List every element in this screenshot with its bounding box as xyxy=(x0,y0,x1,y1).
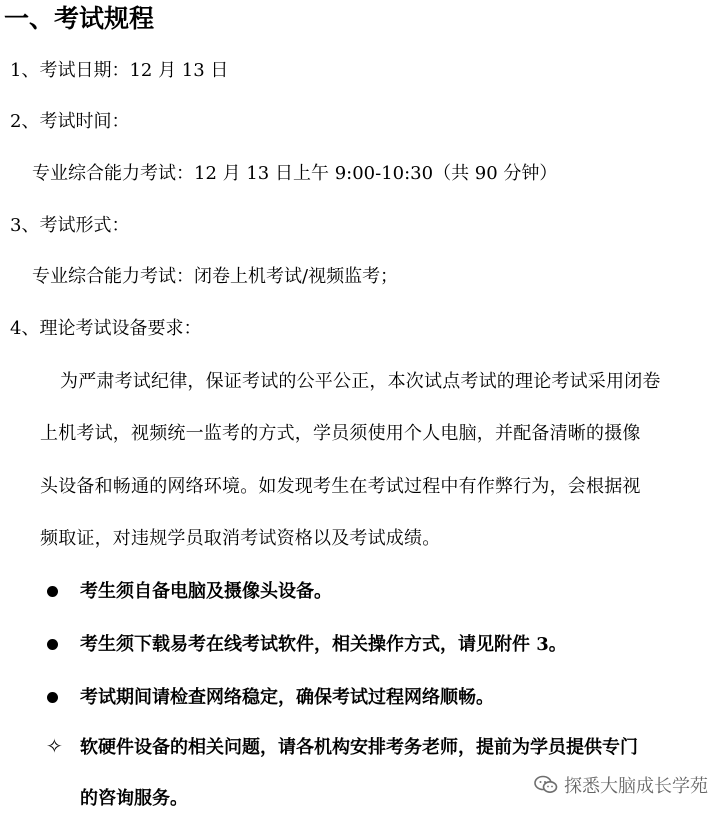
bullet-text: 考生须自备电脑及摄像头设备。 xyxy=(80,581,332,602)
exam-time-label: 2、考试时间： xyxy=(10,111,130,132)
exam-date: 1、考试日期：12 月 13 日 xyxy=(10,60,229,81)
bullet-dot-icon xyxy=(47,692,58,703)
bullet-dot-icon xyxy=(47,639,58,650)
exam-time-detail: 专业综合能力考试：12 月 13 日上午 9:00-10:30（共 90 分钟） xyxy=(32,163,558,184)
paragraph-line: 上机考试，视频统一监考的方式，学员须使用个人电脑，并配备清晰的摄像 xyxy=(40,423,641,444)
diamond-item-line: 软硬件设备的相关问题，请各机构安排考务老师，提前为学员提供专门 xyxy=(80,737,638,758)
exam-format-detail: 专业综合能力考试：闭卷上机考试/视频监考； xyxy=(32,266,399,287)
diamond-bullet-icon: ✧ xyxy=(46,734,63,758)
wechat-icon xyxy=(534,775,558,795)
paragraph-line: 频取证，对违规学员取消考试资格以及考试成绩。 xyxy=(40,528,441,549)
bullet-item xyxy=(0,578,728,608)
bullet-item xyxy=(0,684,728,714)
bullet-text: 考试期间请检查网络稳定，确保考试过程网络顺畅。 xyxy=(80,687,494,708)
diamond-item-line: 的咨询服务。 xyxy=(80,788,188,809)
watermark xyxy=(534,772,708,798)
equipment-requirements-label: 4、理论考试设备要求： xyxy=(10,318,202,339)
bullet-item xyxy=(0,631,728,661)
bullet-dot-icon xyxy=(47,586,58,597)
watermark-text: 探悉大脑成长学苑 xyxy=(564,776,708,797)
bullet-text: 考生须下载易考在线考试软件，相关操作方式，请见附件 3。 xyxy=(80,634,567,655)
exam-format-label: 3、考试形式： xyxy=(10,215,130,236)
paragraph-line: 头设备和畅通的网络环境。如发现考生在考试过程中有作弊行为，会根据视 xyxy=(40,476,641,497)
section-heading: 一、考试规程 xyxy=(4,4,155,33)
paragraph-line: 为严肃考试纪律，保证考试的公平公正，本次试点考试的理论考试采用闭卷 xyxy=(60,371,661,392)
